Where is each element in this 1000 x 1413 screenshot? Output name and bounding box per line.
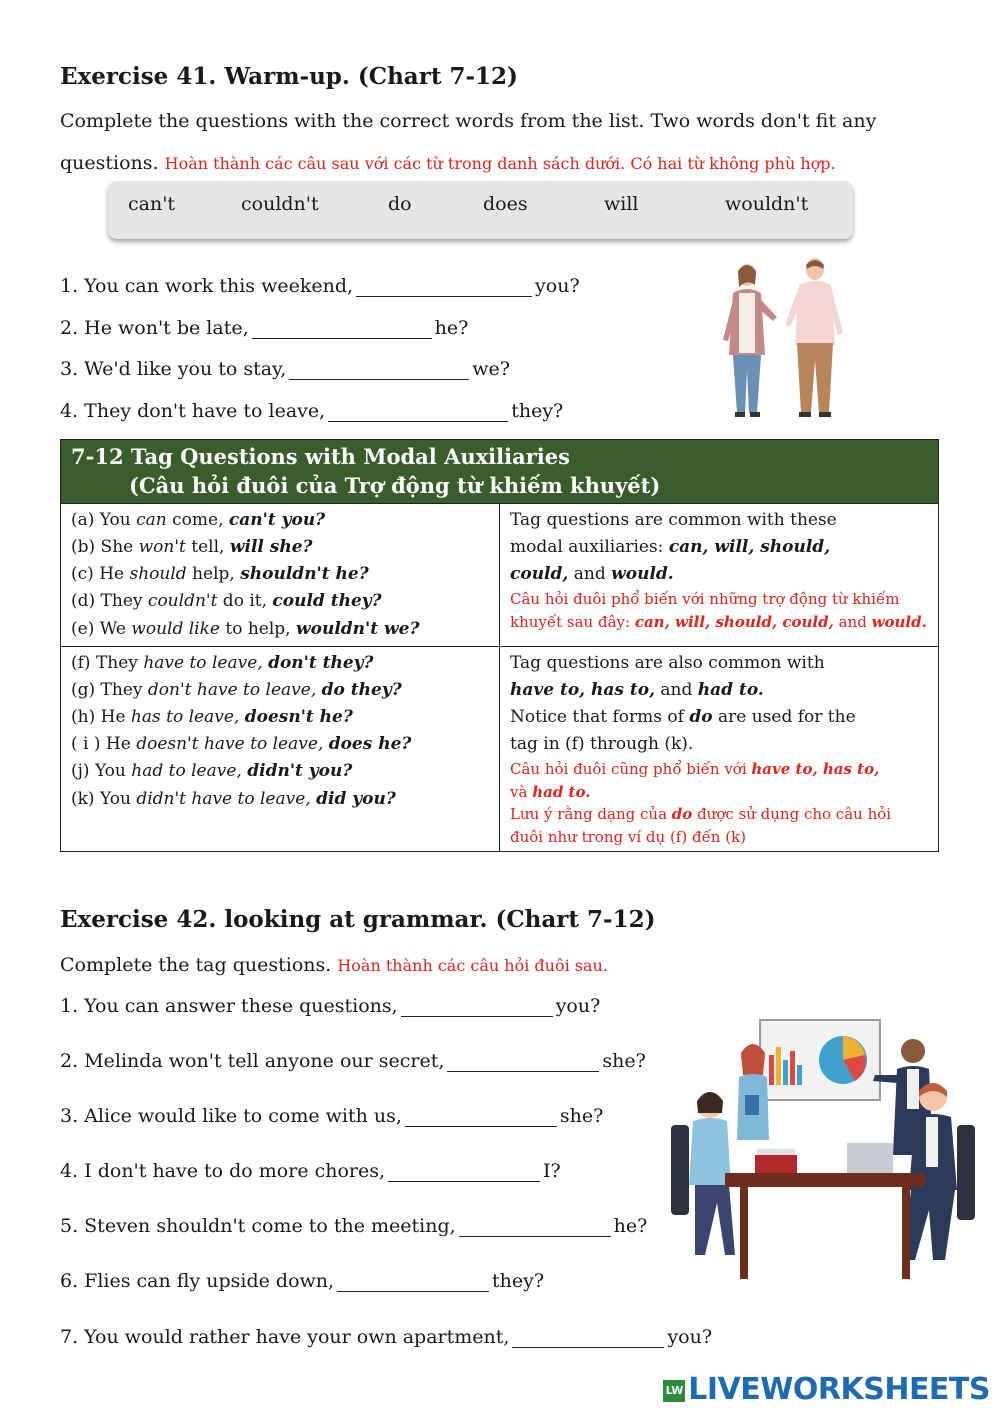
- explanation-text: could, and would.: [510, 564, 674, 585]
- word-item: will: [604, 193, 639, 215]
- meeting-illustration: [665, 1015, 980, 1285]
- question-tag: she?: [559, 1105, 604, 1127]
- word-list-box: [108, 181, 853, 239]
- explanation-text: modal auxiliaries: can, will, should,: [510, 536, 831, 557]
- answer-input-2[interactable]: [252, 320, 432, 339]
- man-figure: [785, 258, 843, 417]
- question-tag: she?: [602, 1050, 646, 1072]
- word-item: couldn't: [241, 193, 319, 215]
- explanation-text: have to, has to, and had to.: [510, 679, 764, 700]
- ex42-question-2: [60, 1050, 646, 1073]
- question-text: 5. Steven shouldn't come to the meeting,: [60, 1215, 456, 1237]
- ex41-question-2: [60, 317, 468, 340]
- exercise-41-instructions: Complete the questions with the correct words from the list. Two words don't fit any: [60, 110, 877, 132]
- ex41-question-4: [60, 400, 563, 423]
- explanation-text: Tag questions are also common with: [510, 652, 825, 673]
- logo-mark: LW: [663, 1380, 685, 1402]
- question-text: 4. They don't have to leave,: [60, 400, 326, 422]
- answer-input-4[interactable]: [388, 1163, 540, 1182]
- example-c: (c) He should help, shouldn't he?: [71, 564, 369, 585]
- grammar-chart-table: [60, 439, 939, 852]
- ex42-question-3: [60, 1105, 603, 1128]
- question-tag: he?: [613, 1215, 648, 1237]
- woman-figure: [723, 264, 777, 417]
- explanation-vietnamese: và had to.: [510, 782, 591, 801]
- ex42-question-6: [60, 1270, 544, 1293]
- question-text: 6. Flies can fly upside down,: [60, 1270, 335, 1292]
- answer-input-7[interactable]: [512, 1329, 664, 1348]
- example-b: (b) She won't tell, will she?: [71, 536, 313, 557]
- example-i: ( i ) He doesn't have to leave, does he?: [71, 734, 412, 755]
- word-item: wouldn't: [725, 193, 809, 215]
- explanation-text: Notice that forms of do are used for the: [510, 707, 856, 728]
- answer-input-2[interactable]: [447, 1053, 599, 1072]
- question-text: 7. You would rather have your own apartment,: [60, 1326, 510, 1348]
- explanation-vietnamese: Câu hỏi đuôi phổ biến với những trợ động từ khiếm khuyết sau đây: can, will, should, could, and would.: [510, 590, 927, 631]
- explanation-cell-have-to: [500, 646, 939, 852]
- ex42-question-7: [60, 1326, 712, 1349]
- chart-subtitle: (Câu hỏi đuôi của Trợ động từ khiếm khuyết): [129, 473, 661, 499]
- question-text: 1. You can answer these questions,: [60, 995, 398, 1017]
- ex42-question-4: [60, 1160, 561, 1183]
- ex41-question-1: [60, 275, 580, 298]
- example-k: (k) You didn't have to leave, did you?: [71, 788, 396, 809]
- answer-input-4[interactable]: [328, 403, 508, 422]
- example-e: (e) We would like to help, wouldn't we?: [71, 618, 420, 639]
- ex41-question-3: [60, 358, 510, 381]
- people-talking-illustration: [705, 255, 865, 430]
- question-tag: you?: [667, 1326, 713, 1348]
- question-tag: we?: [472, 358, 510, 380]
- question-tag: they?: [492, 1270, 545, 1292]
- chart-title: 7-12 Tag Questions with Modal Auxiliaries: [71, 444, 570, 469]
- question-text: 1. You can work this weekend,: [60, 275, 354, 297]
- example-f: (f) They have to leave, don't they?: [71, 652, 374, 673]
- answer-input-5[interactable]: [459, 1218, 611, 1237]
- instr-line-2: questions.: [60, 152, 159, 174]
- question-tag: you?: [555, 995, 601, 1017]
- instr-vietnamese: Hoàn thành các câu hỏi đuôi sau.: [337, 956, 608, 975]
- question-tag: he?: [434, 317, 469, 339]
- answer-input-6[interactable]: [337, 1273, 489, 1292]
- answer-input-3[interactable]: [405, 1108, 557, 1127]
- liveworksheets-logo: [663, 1372, 990, 1407]
- question-tag: they?: [511, 400, 564, 422]
- instr-text: Complete the tag questions.: [60, 954, 332, 976]
- presentation-board: [760, 1020, 880, 1100]
- logo-text: LIVEWORKSHEETS: [688, 1372, 990, 1407]
- exercise-42-instructions: [60, 954, 608, 977]
- explanation-vietnamese: Lưu ý rằng dạng của do được sử dụng cho câu hỏi đuôi như trong ví dụ (f) đến (k): [510, 805, 892, 846]
- exercise-41-title: Exercise 41. Warm-up. (Chart 7-12): [60, 63, 518, 90]
- woman-presenter: [737, 1044, 769, 1140]
- explanation-vietnamese: Câu hỏi đuôi cũng phổ biến với have to, has to,: [510, 760, 880, 779]
- example-j: (j) You had to leave, didn't you?: [71, 761, 353, 782]
- answer-input-1[interactable]: [356, 278, 532, 297]
- question-text: 3. We'd like you to stay,: [60, 358, 287, 380]
- question-text: 4. I don't have to do more chores,: [60, 1160, 386, 1182]
- instr-vietnamese: Hoàn thành các câu sau với các từ trong danh sách dưới. Có hai từ không phù hợp.: [164, 154, 836, 173]
- ex42-question-1: [60, 995, 600, 1018]
- question-tag: you?: [535, 275, 580, 297]
- ex42-question-5: [60, 1215, 647, 1238]
- explanation-text: tag in (f) through (k).: [510, 734, 694, 755]
- word-item: can't: [128, 193, 176, 215]
- word-item: does: [483, 193, 528, 215]
- example-d: (d) They couldn't do it, could they?: [71, 591, 382, 612]
- exercise-42-title: Exercise 42. looking at grammar. (Chart 7-12): [60, 906, 656, 933]
- example-h: (h) He has to leave, doesn't he?: [71, 707, 353, 728]
- question-text: 3. Alice would like to come with us,: [60, 1105, 402, 1127]
- meeting-table: [725, 1143, 925, 1279]
- chart-header: [61, 440, 939, 504]
- example-a: (a) You can come, can't you?: [71, 509, 326, 530]
- exercise-41-instructions-2: [60, 152, 836, 175]
- word-item: do: [388, 193, 412, 215]
- answer-input-3[interactable]: [289, 361, 469, 380]
- examples-cell-have-to: [61, 646, 500, 852]
- explanation-text: Tag questions are common with these: [510, 509, 837, 530]
- question-text: 2. Melinda won't tell anyone our secret,: [60, 1050, 445, 1072]
- answer-input-1[interactable]: [401, 998, 553, 1017]
- question-text: 2. He won't be late,: [60, 317, 249, 339]
- examples-cell-modal: [61, 503, 500, 646]
- explanation-cell-modal: [500, 503, 939, 646]
- question-tag: I?: [543, 1160, 561, 1182]
- example-g: (g) They don't have to leave, do they?: [71, 679, 402, 700]
